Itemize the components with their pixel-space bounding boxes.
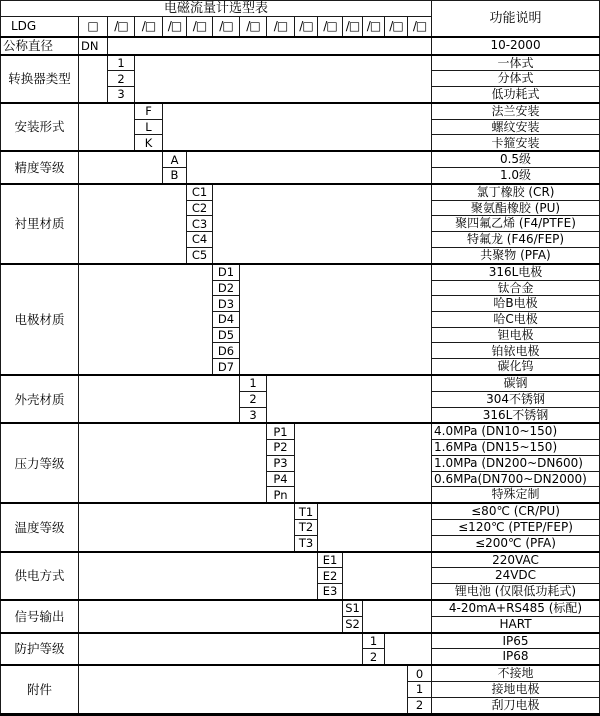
code-cell: L bbox=[135, 119, 163, 135]
code-cell: 1 bbox=[108, 55, 135, 71]
function-cell: 316L电极 bbox=[432, 264, 600, 280]
function-cell: 哈B电极 bbox=[432, 296, 600, 312]
blank-cell bbox=[79, 264, 213, 375]
code-cell: E3 bbox=[318, 584, 343, 600]
category-label: 外壳材质 bbox=[1, 375, 79, 423]
model-slot: /□ bbox=[267, 17, 295, 38]
code-cell: C4 bbox=[187, 232, 213, 248]
blank-cell bbox=[79, 552, 318, 600]
code-cell: D5 bbox=[213, 327, 240, 343]
function-cell: 卡箍安装 bbox=[432, 135, 600, 151]
blank-cell bbox=[295, 423, 432, 503]
blank-cell bbox=[79, 151, 163, 184]
category-label: 防护等级 bbox=[1, 633, 79, 666]
function-cell: 24VDC bbox=[432, 568, 600, 584]
model-slot: /□ bbox=[213, 17, 240, 38]
model-slot: /□ bbox=[240, 17, 267, 38]
function-cell: 哈C电极 bbox=[432, 311, 600, 327]
code-cell: D1 bbox=[213, 264, 240, 280]
function-cell: 316L不锈钢 bbox=[432, 407, 600, 423]
code-cell: F bbox=[135, 103, 163, 119]
function-cell: 氯丁橡胶 (CR) bbox=[432, 184, 600, 200]
blank-cell bbox=[79, 423, 267, 503]
code-cell: P1 bbox=[267, 423, 295, 439]
function-cell: 锂电池 (仅限低功耗式) bbox=[432, 584, 600, 600]
category-label: 压力等级 bbox=[1, 423, 79, 503]
model-prefix: LDG bbox=[1, 17, 79, 38]
function-cell: 4-20mA+RS485 (标配) bbox=[432, 600, 600, 616]
function-cell: 刮刀电极 bbox=[432, 697, 600, 714]
category-label: 精度等级 bbox=[1, 151, 79, 184]
model-slot: /□ bbox=[163, 17, 187, 38]
code-cell: D2 bbox=[213, 280, 240, 296]
blank-cell bbox=[213, 184, 432, 264]
function-cell: 不接地 bbox=[432, 665, 600, 681]
function-cell: 分体式 bbox=[432, 71, 600, 87]
function-cell: IP65 bbox=[432, 633, 600, 649]
code-cell: 2 bbox=[408, 697, 432, 714]
code-cell: DN bbox=[79, 37, 108, 55]
function-cell: 特殊定制 bbox=[432, 487, 600, 503]
function-cell: 钽电极 bbox=[432, 327, 600, 343]
function-cell: 碳化钨 bbox=[432, 359, 600, 375]
function-cell: ≤80℃ (CR/PU) bbox=[432, 503, 600, 519]
code-cell: T1 bbox=[295, 503, 318, 519]
code-cell: C3 bbox=[187, 216, 213, 232]
code-cell: D7 bbox=[213, 359, 240, 375]
function-cell: 0.5级 bbox=[432, 151, 600, 167]
model-slot: /□ bbox=[135, 17, 163, 38]
blank-cell bbox=[108, 37, 432, 55]
function-cell: 法兰安装 bbox=[432, 103, 600, 119]
function-cell: 共聚物 (PFA) bbox=[432, 247, 600, 263]
category-label: 供电方式 bbox=[1, 552, 79, 600]
blank-cell bbox=[79, 55, 108, 103]
model-slot: /□ bbox=[385, 17, 408, 38]
function-cell: 1.0级 bbox=[432, 168, 600, 184]
category-label: 信号输出 bbox=[1, 600, 79, 633]
code-cell: 1 bbox=[363, 633, 385, 649]
blank-cell bbox=[187, 151, 432, 184]
category-label: 电极材质 bbox=[1, 264, 79, 375]
category-label: 公称直径 bbox=[1, 37, 79, 55]
code-cell: C2 bbox=[187, 200, 213, 216]
code-cell: 0 bbox=[408, 665, 432, 681]
code-cell: D3 bbox=[213, 296, 240, 312]
code-cell: T3 bbox=[295, 535, 318, 551]
model-slot: /□ bbox=[408, 17, 432, 38]
function-cell: 聚四氟乙烯 (F4/PTFE) bbox=[432, 216, 600, 232]
code-cell: D4 bbox=[213, 311, 240, 327]
blank-cell bbox=[385, 633, 432, 666]
code-cell: T2 bbox=[295, 519, 318, 535]
function-cell: HART bbox=[432, 616, 600, 632]
blank-cell bbox=[79, 503, 295, 551]
code-cell: A bbox=[163, 151, 187, 167]
function-cell: 钛合金 bbox=[432, 280, 600, 296]
table-title: 电磁流量计选型表 bbox=[1, 1, 432, 17]
blank-cell bbox=[267, 375, 432, 423]
function-cell: 低功耗式 bbox=[432, 87, 600, 103]
category-label: 温度等级 bbox=[1, 503, 79, 551]
model-slot: /□ bbox=[295, 17, 318, 38]
model-slot: /□ bbox=[363, 17, 385, 38]
function-cell: 碳钢 bbox=[432, 375, 600, 391]
code-cell: 3 bbox=[108, 87, 135, 103]
code-cell: S1 bbox=[343, 600, 363, 616]
model-slot: /□ bbox=[318, 17, 343, 38]
blank-cell bbox=[79, 600, 343, 633]
function-cell: 聚氨酯橡胶 (PU) bbox=[432, 200, 600, 216]
function-cell: IP68 bbox=[432, 649, 600, 665]
function-column-header: 功能说明 bbox=[432, 1, 600, 38]
function-cell: 螺纹安装 bbox=[432, 119, 600, 135]
function-cell: 304不锈钢 bbox=[432, 391, 600, 407]
code-cell: B bbox=[163, 168, 187, 184]
function-cell: 铂铱电极 bbox=[432, 343, 600, 359]
function-cell: 1.0MPa (DN200~DN600) bbox=[432, 455, 600, 471]
code-cell: D6 bbox=[213, 343, 240, 359]
code-cell: K bbox=[135, 135, 163, 151]
code-cell: E2 bbox=[318, 568, 343, 584]
blank-cell bbox=[318, 503, 432, 551]
function-cell: 0.6MPa(DN700~DN2000) bbox=[432, 471, 600, 487]
code-cell: 2 bbox=[240, 391, 267, 407]
model-slot: /□ bbox=[108, 17, 135, 38]
code-cell: P3 bbox=[267, 455, 295, 471]
code-cell: 2 bbox=[108, 71, 135, 87]
code-cell: P2 bbox=[267, 440, 295, 456]
model-slot: /□ bbox=[343, 17, 363, 38]
function-cell: ≤200℃ (PFA) bbox=[432, 535, 600, 551]
blank-cell bbox=[79, 375, 240, 423]
blank-cell bbox=[240, 264, 432, 375]
function-cell: 接地电极 bbox=[432, 681, 600, 697]
blank-cell bbox=[363, 600, 432, 633]
code-cell: Pn bbox=[267, 487, 295, 503]
code-cell: S2 bbox=[343, 616, 363, 632]
function-cell: 4.0MPa (DN10~150) bbox=[432, 423, 600, 439]
code-cell: 3 bbox=[240, 407, 267, 423]
function-cell: 1.6MPa (DN15~150) bbox=[432, 440, 600, 456]
code-cell: 1 bbox=[240, 375, 267, 391]
function-cell: 特氟龙 (F46/FEP) bbox=[432, 232, 600, 248]
blank-cell bbox=[343, 552, 432, 600]
code-cell: 1 bbox=[408, 681, 432, 697]
function-cell: ≤120℃ (PTEP/FEP) bbox=[432, 519, 600, 535]
code-cell: C5 bbox=[187, 247, 213, 263]
code-cell: C1 bbox=[187, 184, 213, 200]
code-cell: 2 bbox=[363, 649, 385, 665]
function-cell: 一体式 bbox=[432, 55, 600, 71]
blank-cell bbox=[79, 665, 408, 714]
model-slot: /□ bbox=[187, 17, 213, 38]
blank-cell bbox=[79, 184, 187, 264]
category-label: 转换器类型 bbox=[1, 55, 79, 103]
category-label: 衬里材质 bbox=[1, 184, 79, 264]
function-cell: 220VAC bbox=[432, 552, 600, 568]
category-label: 附件 bbox=[1, 665, 79, 714]
function-cell: 10-2000 bbox=[432, 37, 600, 55]
blank-cell bbox=[163, 103, 432, 151]
blank-cell bbox=[79, 103, 135, 151]
model-box: □ bbox=[79, 17, 108, 38]
blank-cell bbox=[135, 55, 432, 103]
category-label: 安装形式 bbox=[1, 103, 79, 151]
code-cell: E1 bbox=[318, 552, 343, 568]
code-cell: P4 bbox=[267, 471, 295, 487]
blank-cell bbox=[79, 633, 363, 666]
